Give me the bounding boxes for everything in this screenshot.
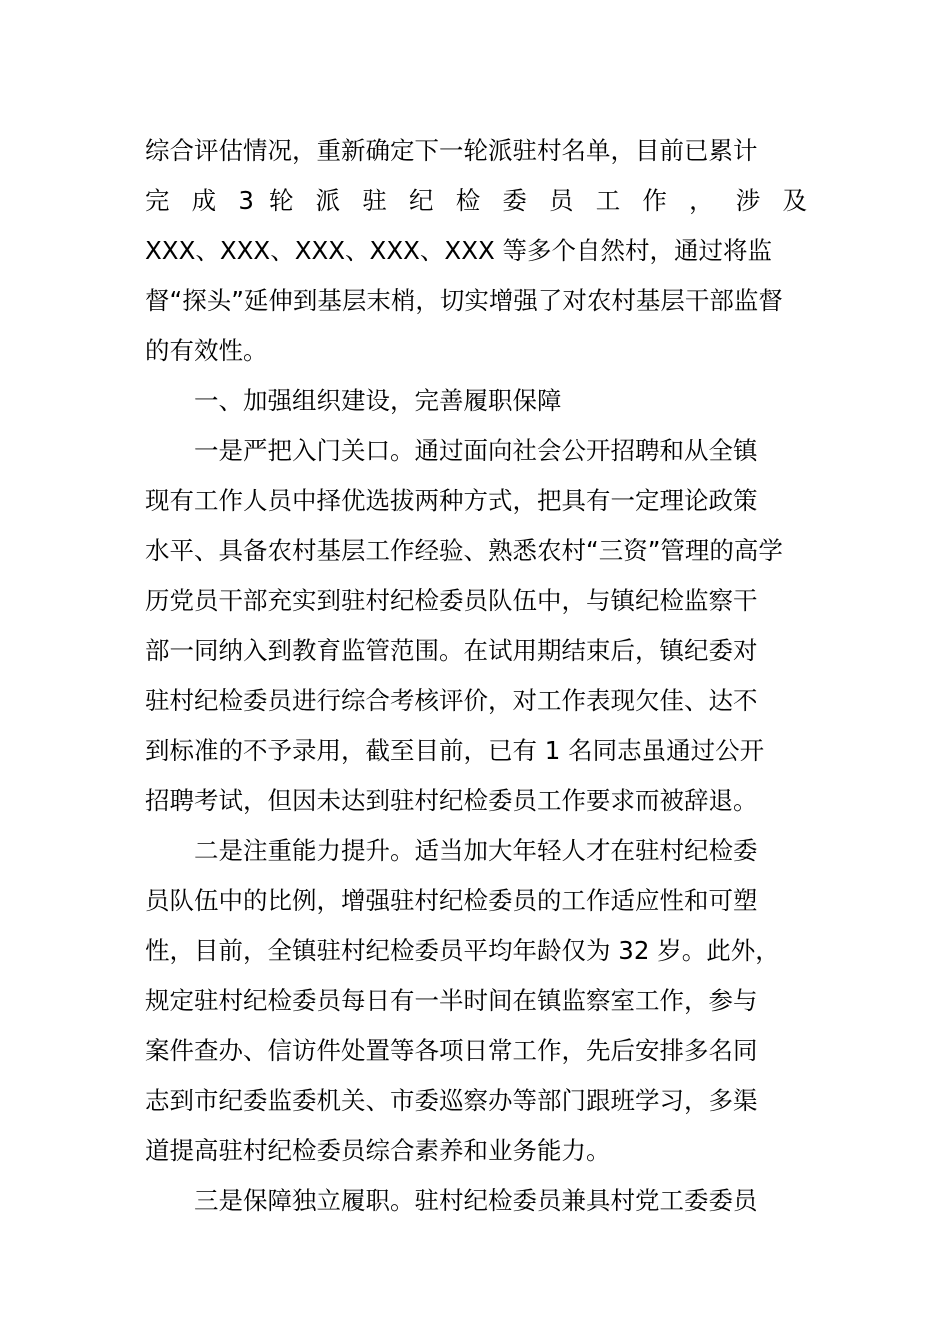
text-line-18: 规定驻村纪检委员每日有一半时间在镇监察室工作，参与 <box>145 986 758 1015</box>
document-body <box>145 126 807 1226</box>
text-line-3: XXX、XXX、XXX、XXX、XXX 等多个自然村，通过将监 <box>145 236 773 265</box>
text-line-1: 综合评估情况，重新确定下一轮派驻村名单，目前已累计 <box>145 136 758 165</box>
text-line-8: 现有工作人员中择优选拔两种方式，把具有一定理论政策 <box>145 486 758 515</box>
text-line-20: 志到市纪委监委机关、市委巡察办等部门跟班学习，多渠 <box>145 1086 758 1115</box>
text-line-22: 三是保障独立履职。驻村纪检委员兼具村党工委委员 <box>194 1186 758 1215</box>
text-line-13: 到标准的不予录用，截至目前，已有 1 名同志虽通过公开 <box>145 736 765 765</box>
text-line-16: 员队伍中的比例，增强驻村纪检委员的工作适应性和可塑 <box>145 886 758 915</box>
text-line-21: 道提高驻村纪检委员综合素养和业务能力。 <box>145 1136 611 1165</box>
text-line-4: 督“探头”延伸到基层末梢，切实增强了对农村基层干部监督 <box>145 286 783 315</box>
text-line-7: 一是严把入门关口。通过面向社会公开招聘和从全镇 <box>194 436 758 465</box>
text-line-17: 性，目前，全镇驻村纪检委员平均年龄仅为 32 岁。此外， <box>145 936 780 965</box>
section-heading: 一、加强组织建设，完善履职保障 <box>194 386 562 415</box>
text-line-15: 二是注重能力提升。适当加大年轻人才在驻村纪检委 <box>194 836 758 865</box>
text-line-19: 案件查办、信访件处置等各项日常工作，先后安排多名同 <box>145 1036 758 1065</box>
text-line-10: 历党员干部充实到驻村纪检委员队伍中，与镇纪检监察干 <box>145 586 758 615</box>
text-line-9: 水平、具备农村基层工作经验、熟悉农村“三资”管理的高学 <box>145 536 783 565</box>
text-line-14: 招聘考试，但因未达到驻村纪检委员工作要求而被辞退。 <box>145 786 758 815</box>
text-line-2: 完 成 3 轮 派 驻 纪 检 委 员 工 作 ， 涉 及 <box>145 186 807 215</box>
text-line-11: 部一同纳入到教育监管范围。在试用期结束后，镇纪委对 <box>145 636 758 665</box>
text-line-12: 驻村纪检委员进行综合考核评价，对工作表现欠佳、达不 <box>145 686 758 715</box>
text-line-5: 的有效性。 <box>145 336 268 365</box>
